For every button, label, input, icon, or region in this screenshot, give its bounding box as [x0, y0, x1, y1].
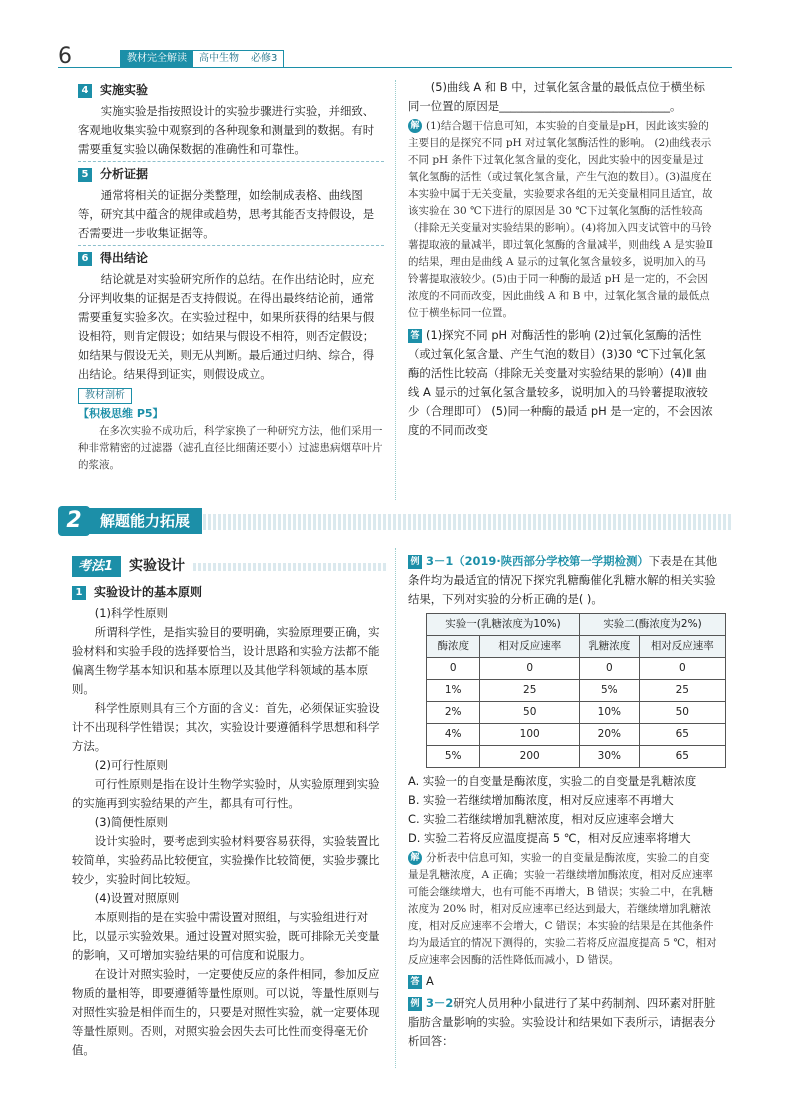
table-header-exp2: 实验二(酶浓度为2%) [579, 614, 725, 636]
active-thinking-tag: 【积极思维 P5】 [78, 407, 164, 420]
table-cell: 200 [480, 746, 580, 768]
right-top-column [408, 78, 714, 440]
table-cell: 65 [639, 724, 725, 746]
answer-block [408, 326, 714, 440]
textbook-analysis-tag: 教材剖析 [78, 388, 132, 404]
example-1-source: 3－1（2019·陕西部分学校第一学期检测） [426, 554, 649, 568]
table-cell: 20% [579, 724, 639, 746]
table-cell: 0 [639, 658, 725, 680]
solution-icon: 解 [408, 119, 422, 133]
principle-4-title: (4)设置对照原则 [94, 891, 180, 905]
option-c: C. 实验二若继续增加乳糖浓度，相对反应速率会增大 [408, 812, 674, 826]
principle-3-title: (3)简便性原则 [94, 815, 168, 829]
column-divider [395, 548, 396, 1068]
principle-2-title: (2)可行性原则 [94, 758, 168, 772]
method-heading [72, 556, 386, 577]
table-cell: 1% [427, 680, 480, 702]
table-cell: 4% [427, 724, 480, 746]
table-cell: 5% [427, 746, 480, 768]
table-cell: 30% [579, 746, 639, 768]
answer-text: A [426, 974, 434, 988]
column-divider [395, 80, 396, 500]
section-title: 分析证据 [100, 167, 149, 181]
section-4-text: 实施实验是指按照设计的实验步骤进行实验，并细致、客观地收集实验中观察到的各种现象和测量到的数据。有时需要重复实验以确保数据的准确性和可靠性。 [78, 104, 375, 156]
example-1-answer [408, 972, 718, 991]
principle-3-text: 设计实验时，要考虑到实验材料要容易获得，实验装置比较简单，实验药品比较便宜，实验操作比较简便，实验步骤比较少，实验时间比较短。 [72, 834, 380, 886]
example-icon: 例 [408, 997, 422, 1011]
banner-title: 解题能力拓展 [88, 508, 202, 534]
solution-text: 分析表中信息可知，实验一的自变量是酶浓度，实验二的自变量是乳糖浓度，A 正确；实验一若继续增加酶浓度，相对反应速率可能会继续增大，也有可能不再增大，B 错误；实验二中，在乳糖浓度为 20% 时，相对反应速率已经达到最大，若继续增加乳糖浓度，相对反应速率不会增大，C 错误；本实验的结果是在其他条件均为最适宜的情况下测得的，实验二若将反应温度提高 5 ℃，相对反应速率会因酶的活性降低而减小，D 错误。 [408, 852, 717, 966]
table-cell: 65 [639, 746, 725, 768]
section-number: 1 [72, 586, 86, 600]
book-title: 教材完全解读 [121, 51, 193, 67]
example-1-solution [408, 850, 718, 969]
solution-line-2: (2)曲线表示不同 pH 条件下过氧化氢含量的变化，因此实验中的因变量是过氧化氢酶的活性（或过氧化氢含量，产生气泡的数目）。(3)温度在本实验中属于无关变量，实验要求各组的无关变量相同且适宜，故该实验在 30 ℃下进行的原因是 30 ℃下过氧化氢酶的活性较高（排除无关变量对实验结果的影响）。(4)将加入四支试管中的马铃薯提取液的量减半，即过氧化氢酶的含量减半，则曲线 A 是实验Ⅱ的结果，理由是曲线 A 显示的过氧化氢含量较多，说明加入的马铃薯提取液较少。(5)由于同一种酶的最适 pH 是一定的，不会因浓度的不同而改变，因此曲线 A 和 B 中，过氧化氢含量的最低点位于横坐标同一位置。 [408, 137, 713, 319]
col-header: 相对反应速率 [480, 636, 580, 658]
table-row [427, 658, 726, 680]
question-5: (5)曲线 A 和 B 中，过氧化氢含量的最低点位于横坐标同一位置的原因是______________________________。 [408, 80, 705, 113]
example-1-text: 下表是在其他条件均为最适宜的情况下探究乳糖酶催化乳糖水解的相关实验结果，下列对实验的分析正确的是( )。 [408, 554, 718, 606]
thinking-text: 在多次实验不成功后，科学家换了一种研究方法，他们采用一种非常精密的过滤器（滤孔直径比细菌还要小）过滤患病烟草叶片的浆液。 [78, 425, 383, 471]
principle-1-text-2: 科学性原则具有三个方面的含义：首先，必须保证实验设计不出现科学性错误；其次，实验设计要遵循科学思想和科学方法。 [72, 701, 380, 753]
table-cell: 10% [579, 702, 639, 724]
method-title: 实验设计 [129, 558, 186, 574]
banner-number: 2 [58, 506, 90, 536]
principle-1-title: (1)科学性原则 [94, 606, 168, 620]
header-rule [58, 67, 732, 68]
col-header: 相对反应速率 [639, 636, 725, 658]
answer-icon: 答 [408, 329, 422, 343]
solution-line-1: (1)结合题干信息可知，本实验的自变量是pH，因此该实验的主要目的是探究不同 pH 对过氧化氢酶活性的影响。 [408, 120, 709, 149]
page-number: 6 [58, 44, 72, 69]
table-cell: 0 [480, 658, 580, 680]
example-1-stem [408, 552, 718, 609]
answer-icon: 答 [408, 975, 422, 989]
subject-label: 高中生物 [199, 53, 239, 64]
method-badge: 考法1 [72, 556, 121, 577]
table-cell: 50 [480, 702, 580, 724]
section-number: 6 [78, 252, 92, 266]
table-cell: 25 [480, 680, 580, 702]
section-number: 5 [78, 168, 92, 182]
table-cell: 0 [579, 658, 639, 680]
table-row [427, 680, 726, 702]
answer-blank: ______________________________。 [499, 99, 682, 113]
right-bottom-column [408, 552, 718, 1051]
section-title: 得出结论 [100, 251, 149, 265]
example-2-stem [408, 994, 718, 1051]
enzyme-table [426, 613, 726, 768]
section-banner [58, 506, 732, 536]
option-b: B. 实验一若继续增加酶浓度，相对反应速率不再增大 [408, 793, 674, 807]
table-cell: 100 [480, 724, 580, 746]
section-4-heading [78, 81, 384, 100]
table-cell: 2% [427, 702, 480, 724]
section-title: 实施实验 [100, 83, 149, 97]
example-icon: 例 [408, 555, 422, 569]
section-6-text: 结论就是对实验研究所作的总结。在作出结论时，应充分评判收集的证据是否支持假说。在得出最终结论前，通常需要重复实验多次。在实验过程中，如果所获得的结果与假设相符，则肯定假设；如结果与假设不相符，则否定假设；如结果与假设无关，则无从判断。最后通过归纳、综合，得出结论。结果得到证实，则假设成立。 [78, 272, 375, 381]
table-cell: 0 [427, 658, 480, 680]
principle-4-text: 本原则指的是在实验中需设置对照组，与实验组进行对比，以显示实验效果。通过设置对照实验，既可排除无关变量的影响，又可增加实验结果的可信度和说服力。 [72, 910, 380, 962]
solution-icon: 解 [408, 851, 422, 865]
section-5-heading [78, 165, 384, 184]
table-cell: 5% [579, 680, 639, 702]
col-header: 乳糖浓度 [579, 636, 639, 658]
table-row [427, 746, 726, 768]
table-row [427, 724, 726, 746]
volume-label: 必修3 [251, 53, 278, 64]
section-6-heading [78, 249, 384, 268]
running-header [120, 50, 284, 68]
table-header-exp1: 实验一(乳糖浓度为10%) [427, 614, 580, 636]
table-row [427, 702, 726, 724]
section-5-text: 通常将相关的证据分类整理，如绘制成表格、曲线图等，研究其中蕴含的规律或趋势，思考其能否支持假设，是否需要进一步收集证据等。 [78, 188, 375, 240]
method-stripes [193, 563, 386, 571]
left-top-column [78, 78, 384, 474]
example-2-number: 3－2 [426, 996, 454, 1010]
solution-block [408, 118, 714, 322]
principle-4-text-2: 在设计对照实验时，一定要使反应的条件相同，参加反应物质的量相等，即要遵循等量性原则。可以说，等量性原则与对照性实验是相伴而生的，只要是对照性实验，就一定要体现等量性原则。否则，对照实验会因失去可比性而变得毫无价值。 [72, 967, 380, 1057]
section-title: 实验设计的基本原则 [94, 585, 203, 599]
principle-1-text: 所谓科学性，是指实验目的要明确，实验原理要正确，实验材料和实验手段的选择要恰当，设计思路和实验方法都不能偏离生物学基本知识和基本原理以及其他学科领域的基本原则。 [72, 625, 380, 696]
table-cell: 25 [639, 680, 725, 702]
table-cell: 50 [639, 702, 725, 724]
option-d: D. 实验二若将反应温度提高 5 ℃，相对反应速率将增大 [408, 831, 691, 845]
principle-2-text: 可行性原则是指在设计生物学实验时，从实验原理到实验的实施再到实验结果的产生，都具有可行性。 [72, 777, 380, 810]
divider [78, 245, 384, 246]
col-header: 酶浓度 [427, 636, 480, 658]
section-number: 4 [78, 84, 92, 98]
principles-heading [72, 583, 386, 602]
example-2-text: 研究人员用种小鼠进行了某中药制剂、四环素对肝脏脂肪含量影响的实验。实验设计和结果如下表所示，请据表分析回答： [408, 996, 716, 1048]
option-a: A. 实验一的自变量是酶浓度，实验二的自变量是乳糖浓度 [408, 774, 697, 788]
divider [78, 161, 384, 162]
left-bottom-column [72, 556, 386, 1060]
answer-text: (1)探究不同 pH 对酶活性的影响 (2)过氧化氢酶的活性（或过氧化氢含量、产生气泡的数目）(3)30 ℃下过氧化氢酶的活性比较高（排除无关变量对实验结果的影响）(4)Ⅱ 曲线 A 显示的过氧化氢含量较多，说明加入的马铃薯提取液较少（合理即可） (5)同一种酶的最适 pH 是一定的，不会因浓度的不同而改变 [408, 328, 713, 437]
